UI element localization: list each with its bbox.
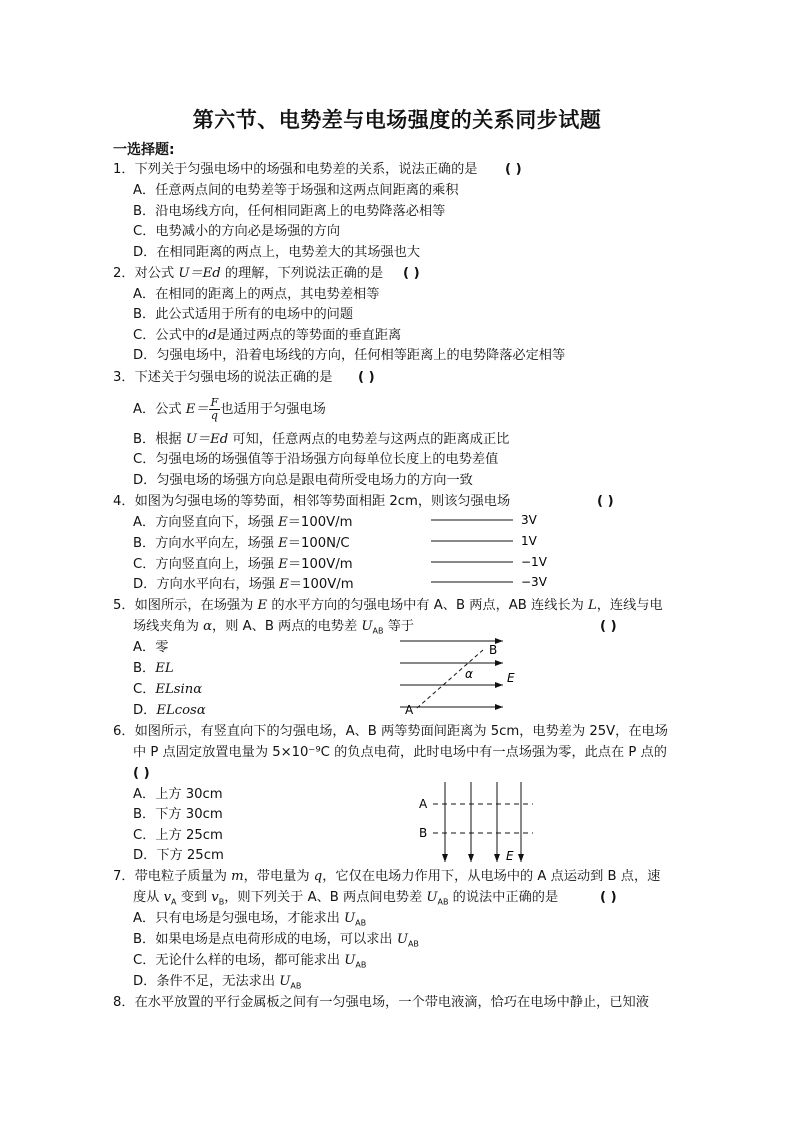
q1-option-b[interactable]: B．沿电场线方向，任何相同距离上的电势降落必相等 <box>133 204 446 219</box>
potential-label-2: 1V <box>521 534 537 548</box>
potential-label-1: 3V <box>521 513 537 527</box>
q4-option-a[interactable]: A．方向竖直向下，场强 E＝100V/m <box>133 515 353 530</box>
q3-option-a[interactable]: A．公式 E＝ $\frac{F}{q}$ 也适用于匀强电场 <box>133 395 326 422</box>
field-e-label: E <box>506 849 514 863</box>
q6-option-a[interactable]: A．上方 30cm <box>133 787 223 802</box>
angle-alpha-label: α <box>465 667 473 681</box>
equipotential-lines-figure <box>428 510 558 590</box>
ab-connecting-line <box>417 650 483 708</box>
q6-stem-line2: 中 P 点固定放置电量为 5×10⁻⁹C 的负点电荷，此时电场中有一点场强为零，此点在 P 点的 <box>133 745 667 760</box>
q4-answer-blank[interactable]: ( ) <box>597 494 614 509</box>
q2-option-c[interactable]: C．公式中的d是通过两点的等势面的垂直距离 <box>133 328 402 343</box>
q2-stem: 2．对公式 U＝Ed 的理解，下列说法正确的是 <box>113 266 384 281</box>
q7-stem-line1: 7．带电粒子质量为 m，带电量为 q，它仅在电场力作用下，从电场中的 A 点运动到 B 点，速 <box>113 869 661 884</box>
uniform-field-figure <box>395 630 525 720</box>
q2-answer-blank[interactable]: ( ) <box>403 266 420 281</box>
q3-answer-blank[interactable]: ( ) <box>358 370 375 385</box>
q1-option-a[interactable]: A．任意两点间的电势差等于场强和这两点间距离的乘积 <box>133 183 459 198</box>
q1-stem: 1．下列关于匀强电场中的场强和电势差的关系，说法正确的是 <box>113 162 478 177</box>
q7-option-b[interactable]: B．如果电场是点电荷形成的电场，可以求出 $U_{AB}$ <box>133 932 419 949</box>
plane-a-label: A <box>419 797 428 811</box>
potential-label-3: −1V <box>521 555 547 569</box>
q5-stem-line2: 场线夹角为 α，则 A、B 两点的电势差 $U_{AB}$ 等于 <box>133 619 415 636</box>
q2-option-d[interactable]: D．匀强电场中，沿着电场线的方向，任何相等距离上的电势降落必定相等 <box>133 348 566 363</box>
point-b-label: B <box>489 643 498 657</box>
q1-option-d[interactable]: D．在相同距离的两点上，电势差大的其场强也大 <box>133 245 421 260</box>
q7-option-a[interactable]: A．只有电场是匀强电场，才能求出 $U_{AB}$ <box>133 911 367 928</box>
q3-option-d[interactable]: D．匀强电场的场强方向总是跟电荷所受电场力的方向一致 <box>133 473 473 488</box>
page-title: 第六节、电势差与电场强度的关系同步试题 <box>192 107 602 132</box>
q5-option-b[interactable]: B．EL <box>133 661 174 676</box>
q5-option-a[interactable]: A．零 <box>133 640 169 655</box>
q6-stem-line1: 6．如图所示，有竖直向下的匀强电场，A、B 两等势面间距离为 5cm，电势差为 25V，在电场 <box>113 724 668 739</box>
q4-option-d[interactable]: D．方向水平向右，场强 E＝100V/m <box>133 577 354 592</box>
q1-option-c[interactable]: C．电势减小的方向必是场强的方向 <box>133 224 341 239</box>
q1-answer-blank[interactable]: ( ) <box>505 162 522 177</box>
field-e-label: E <box>507 671 515 685</box>
q7-option-c[interactable]: C．无论什么样的电场，都可能求出 $U_{AB}$ <box>133 953 367 970</box>
q5-option-d[interactable]: D．ELcosα <box>133 703 206 718</box>
section-heading: 一选择题: <box>113 142 175 158</box>
q5-stem-line1: 5．如图所示，在场强为 E 的水平方向的匀强电场中有 A、B 两点，AB 连线长为 L，连线与电 <box>113 598 663 613</box>
q7-option-d[interactable]: D．条件不足，无法求出 $U_{AB}$ <box>133 974 302 991</box>
q7-answer-blank[interactable]: ( ) <box>600 890 617 905</box>
fraction-f-over-q: $\frac{F}{q}$ <box>210 395 219 422</box>
plane-b-label: B <box>419 826 428 840</box>
q6-answer-blank[interactable]: ( ) <box>133 766 150 781</box>
q2-option-b[interactable]: B．此公式适用于所有的电场中的问题 <box>133 307 354 322</box>
q5-answer-blank[interactable]: ( ) <box>600 619 617 634</box>
q6-option-b[interactable]: B．下方 30cm <box>133 807 223 822</box>
point-a-label: A <box>405 703 414 717</box>
potential-label-4: −3V <box>521 575 547 589</box>
q4-stem: 4．如图为匀强电场的等势面，相邻等势面相距 2cm，则该匀强电场 <box>113 494 511 509</box>
vertical-field-figure <box>415 780 540 866</box>
q8-stem: 8．在水平放置的平行金属板之间有一匀强电场，一个带电液滴，恰巧在电场中静止，已知液 <box>113 995 649 1010</box>
q4-option-c[interactable]: C．方向竖直向上，场强 E＝100V/m <box>133 557 353 572</box>
q3-option-c[interactable]: C．匀强电场的场强值等于沿场强方向每单位长度上的电势差值 <box>133 452 499 467</box>
q6-option-c[interactable]: C．上方 25cm <box>133 828 223 843</box>
q3-option-b[interactable]: B．根据 U＝Ed 可知，任意两点的电势差与这两点的距离成正比 <box>133 432 510 447</box>
q2-option-a[interactable]: A．在相同的距离上的两点，其电势差相等 <box>133 287 380 302</box>
q5-option-c[interactable]: C．ELsinα <box>133 682 203 697</box>
q7-stem-line2: 度从 $v_A$ 变到 $v_B$，则下列关于 A、B 两点间电势差 $U_{AB}$ 的说法中正确的是 <box>133 890 559 907</box>
q6-option-d[interactable]: D．下方 25cm <box>133 848 224 863</box>
q3-stem: 3．下述关于匀强电场的说法正确的是 <box>113 370 333 385</box>
q4-option-b[interactable]: B．方向水平向左，场强 E＝100N/C <box>133 536 350 551</box>
